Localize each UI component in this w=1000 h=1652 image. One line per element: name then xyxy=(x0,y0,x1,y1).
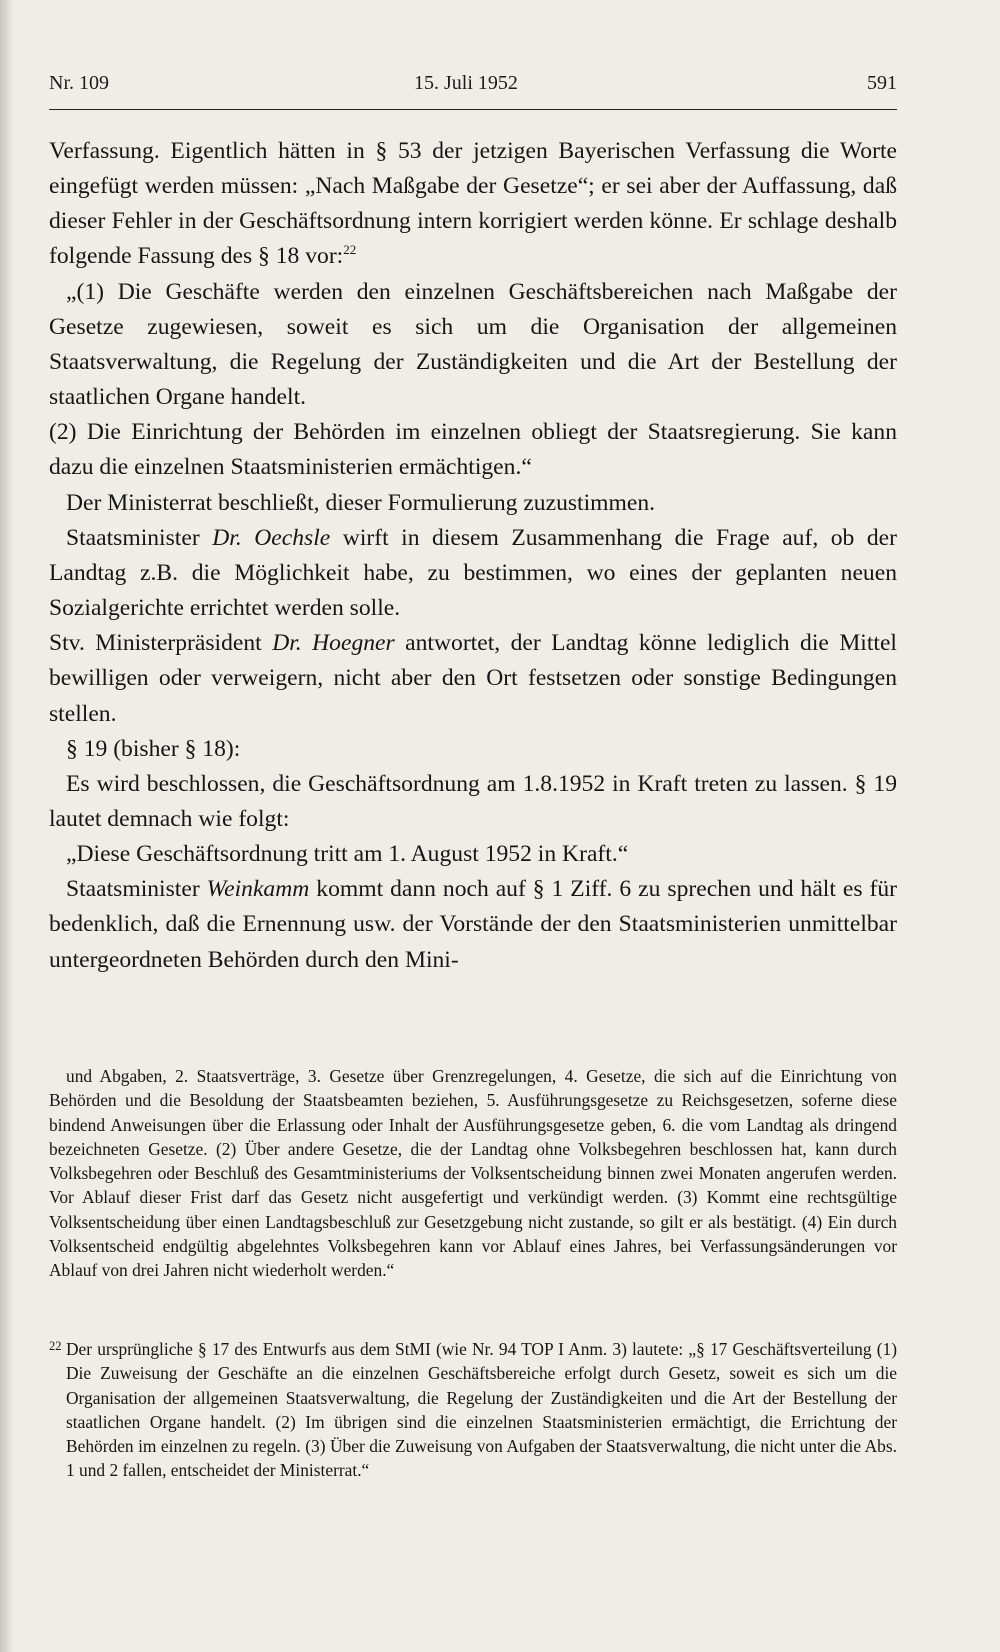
paragraph: Staatsminister Dr. Oechsle wirft in diesem Zusammenhang die Frage auf, ob der Landtag z.B. die Möglichkeit habe, zu bestimmen, wo eines der geplanten neuen Sozialgerichte errichtet werden solle. xyxy=(49,524,898,622)
footnote-number: 22 xyxy=(49,1339,62,1353)
page-gutter xyxy=(0,0,14,1652)
quoted-paragraph-1: „(1) Die Geschäfte werden den einzelnen Geschäftsbereichen nach Maßgabe der Gesetze zugewiesen, soweit es sich um die Organisation der allgemeinen Staatsverwaltung, die Regelung der Zuständigkeiten und die Art der Bestellung der staatlichen Organe handelt. xyxy=(49,278,897,411)
paragraph: Es wird beschlossen, die Geschäftsordnung am 1.8.1952 in Kraft treten zu lassen. § 19 lautet demnach wie folgt: xyxy=(49,770,897,832)
issue-number: Nr. 109 xyxy=(49,72,109,94)
footnote-22 xyxy=(49,1337,897,1483)
footnote-text: Der ursprüngliche § 17 des Entwurfs aus dem StMI (wie Nr. 94 TOP I Anm. 3) lautete: „§ 17 Geschäftsverteilung (1) Die Zuweisung der Geschäfte an die einzelnen Geschäftsbereiche erfolgt durch Gesetz, soweit es sich um die Organisation der allgemeinen Staatsverwaltung, die Regelung der Zuständigkeiten und die Art der Bestellung der staatlichen Organe handelt. (2) Im übrigen sind die einzelnen Staatsministerien ermächtigt, die Errichtung der Behörden im einzelnen zu regeln. (3) Über die Zuweisung von Aufgaben der Staatsverwaltung, die nicht unter die Abs. 1 und 2 fallen, entscheidet der Ministerrat.“ xyxy=(66,1339,897,1481)
section-heading: § 19 (bisher § 18): xyxy=(66,735,241,762)
speaker-name: Dr. Oechsle xyxy=(212,524,331,551)
footnote-continued: und Abgaben, 2. Staatsverträge, 3. Gesetze über Grenzregelungen, 4. Gesetze, die sich auf die Einrichtung von Behörden und die Besoldung der Staatsbeamten beziehen, 5. Ausführungsgesetze zu Reichsgesetzen, soferne diese bindend Anweisungen über die Erlassung oder Inhalt der Ausführungsgesetze geben, 6. die vom Landtag als dringend bezeichneten Gesetze. (2) Über andere Gesetze, die der Landtag ohne Volksbegehren beschlossen hat, kann durch Volksbegehren oder Beschluß des Gesamtministeriums der Volksentscheidung binnen zwei Monaten angerufen werden. Vor Ablauf dieser Frist darf das Gesetz nicht ausgefertigt und verkündigt werden. (3) Kommt eine rechtsgültige Volksentscheidung über einen Landtagsbeschluß zur Gesetzgebung nicht zustande, so gilt er als bestätigt. (4) Ein durch Volksentscheid endgültig abgelehntes Volksbegehren kann vor Ablauf eines Jahres, bei Verfassungsänderungen vor Ablauf von drei Jahren nicht wiederholt werden.“ xyxy=(49,1066,897,1281)
main-text xyxy=(49,134,897,978)
paragraph: Stv. Ministerpräsident Dr. Hoegner antwortet, der Landtag könne lediglich die Mittel bewilligen oder verweigern, nicht aber den Ort festsetzen oder sonstige Bedingungen stellen. xyxy=(49,630,897,727)
speaker-name: Weinkamm xyxy=(206,876,310,903)
footnote-ref-22: 22 xyxy=(343,242,357,258)
running-header xyxy=(49,72,897,102)
quoted-paragraph: „Diese Geschäftsordnung tritt am 1. August 1952 in Kraft.“ xyxy=(66,841,629,868)
paragraph: Der Ministerrat beschließt, dieser Formulierung zuzustimmen. xyxy=(66,489,656,516)
quoted-paragraph-2: (2) Die Einrichtung der Behörden im einzelnen obliegt der Staatsregierung. Sie kann dazu die einzelnen Staatsministerien ermächtigen.“ xyxy=(49,419,897,481)
paragraph: Staatsminister Weinkamm kommt dann noch auf § 1 Ziff. 6 zu sprechen und hält es für bedenklich, daß die Ernennung usw. der Vorstände der den Staatsministerien unmittelbar untergeordneten Behörden durch den Mini- xyxy=(49,876,897,973)
speaker-name: Dr. Hoegner xyxy=(272,630,395,657)
header-rule xyxy=(49,109,897,110)
paragraph: Verfassung. Eigentlich hätten in § 53 der jetzigen Bayerischen Verfassung die Worte eingefügt werden müssen: „Nach Maßgabe der Gesetze“; er sei aber der Auffassung, daß dieser Fehler in der Geschäftsordnung intern korrigiert werden könne. Er schlage deshalb folgende Fassung des § 18 vor:$^{22}$ xyxy=(49,138,897,270)
page-number: 591 xyxy=(867,72,897,94)
header-date: 15. Juli 1952 xyxy=(414,72,518,94)
